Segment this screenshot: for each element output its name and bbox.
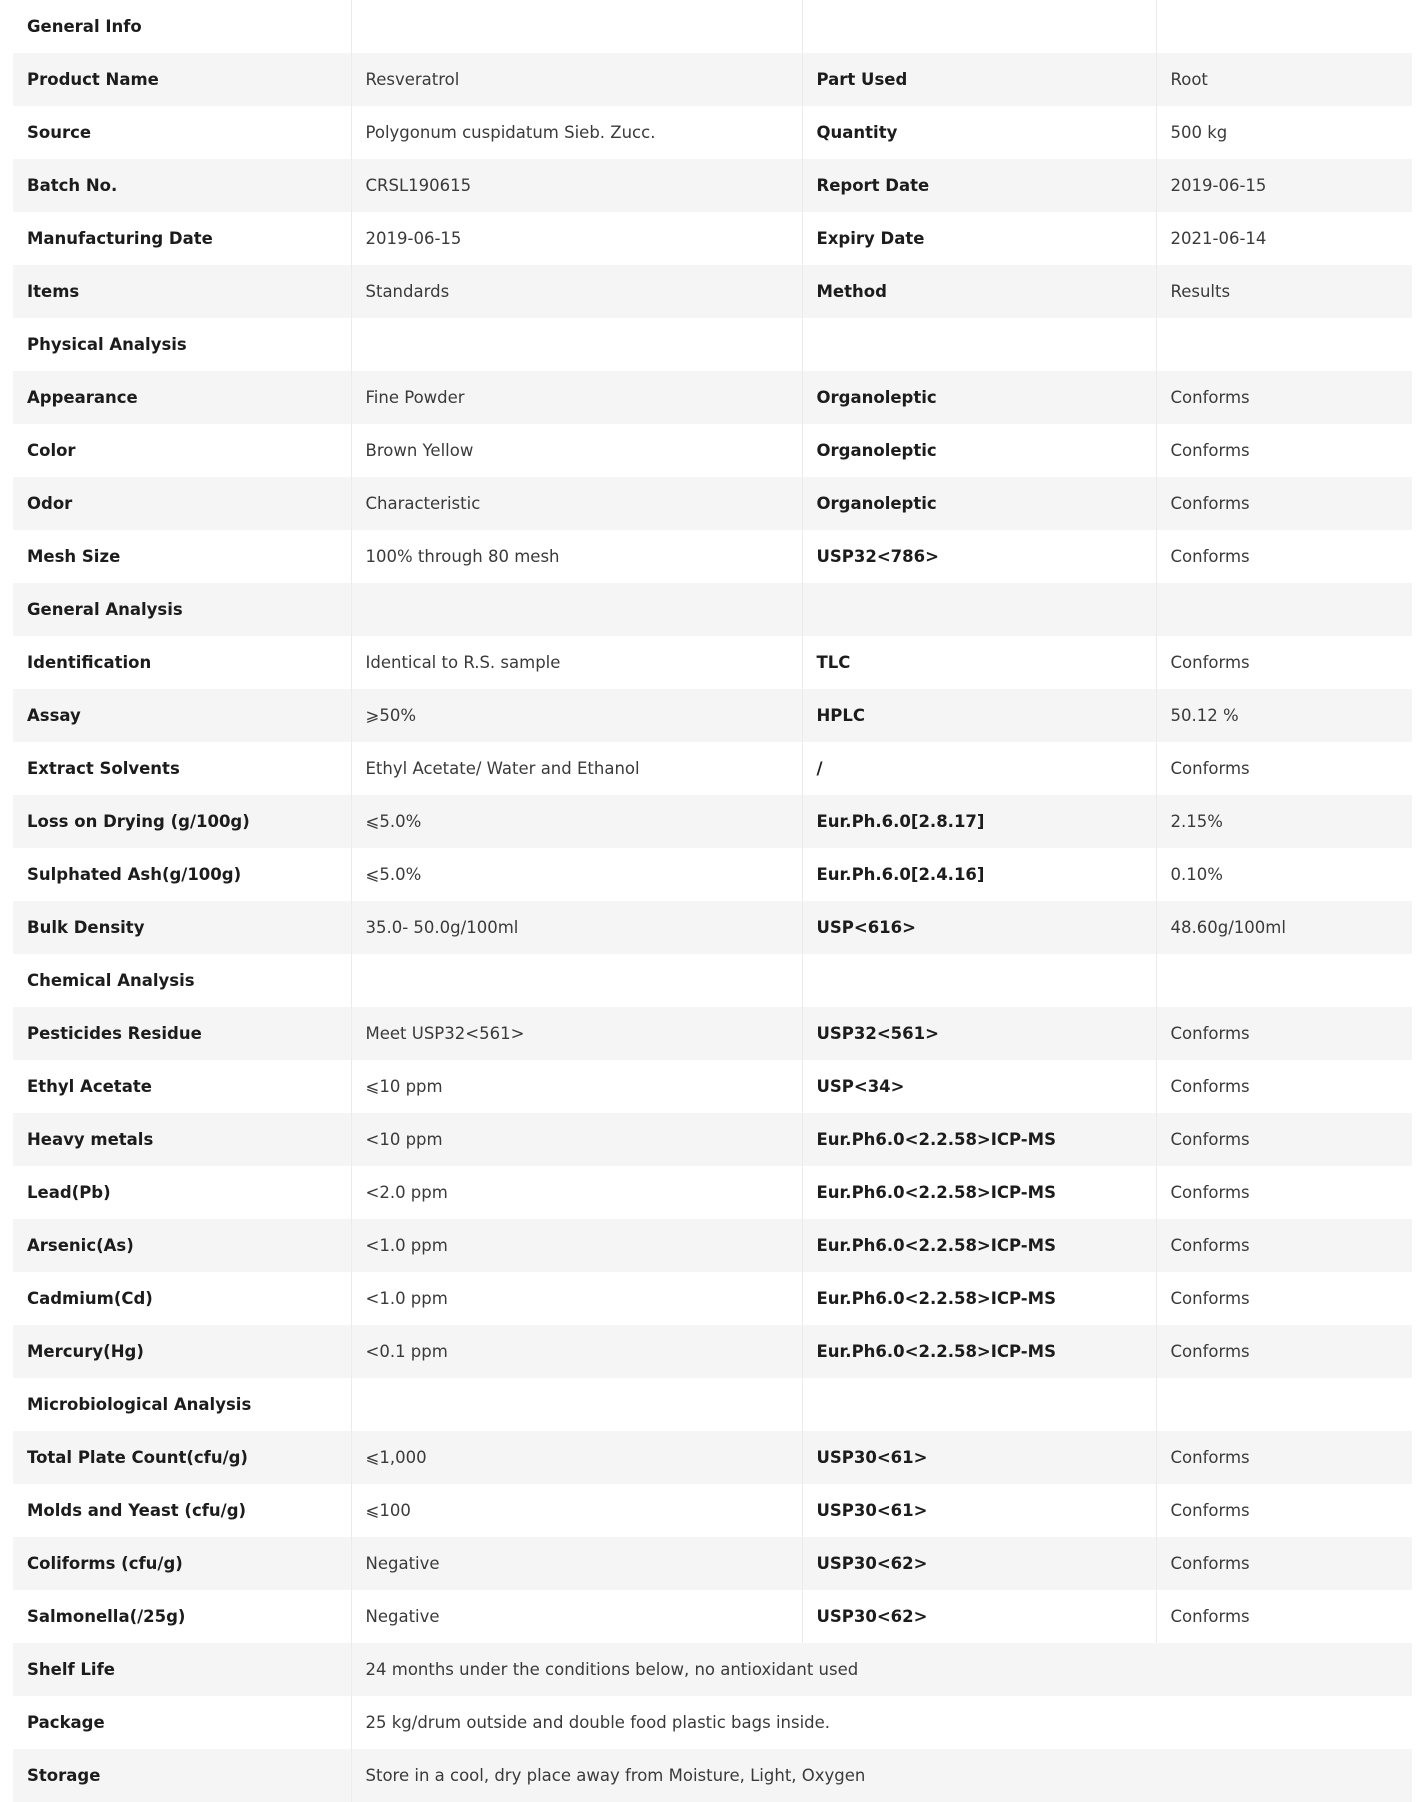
item-method: USP30<61> — [802, 1484, 1156, 1537]
item-standard: 2019-06-15 — [351, 212, 802, 265]
table-row — [13, 636, 1412, 689]
item-result: Conforms — [1156, 424, 1412, 477]
item-label: Source — [27, 123, 92, 142]
empty-cell — [802, 0, 1156, 53]
item-standard: 100% through 80 mesh — [351, 530, 802, 583]
item-result: Root — [1156, 53, 1412, 106]
item-result: 2.15% — [1156, 795, 1412, 848]
item-label: Color — [27, 441, 76, 460]
item-label: Arsenic(As) — [27, 1236, 134, 1255]
item-label: Assay — [27, 706, 81, 725]
item-standard: Polygonum cuspidatum Sieb. Zucc. — [351, 106, 802, 159]
section-title: General Info — [27, 17, 142, 36]
table-row — [13, 1537, 1412, 1590]
table-row-wide — [13, 1696, 1412, 1749]
empty-cell — [802, 583, 1156, 636]
item-result: 0.10% — [1156, 848, 1412, 901]
item-method: USP30<62> — [802, 1537, 1156, 1590]
item-label: Lead(Pb) — [27, 1183, 111, 1202]
table-row — [13, 1484, 1412, 1537]
item-method: USP30<62> — [802, 1590, 1156, 1643]
item-standard: <2.0 ppm — [351, 1166, 802, 1219]
empty-cell — [351, 583, 802, 636]
item-label: Odor — [27, 494, 73, 513]
item-standard: ⩽5.0% — [351, 848, 802, 901]
table-row — [13, 1325, 1412, 1378]
table-row — [13, 742, 1412, 795]
table-row — [13, 689, 1412, 742]
item-standard: Standards — [351, 265, 802, 318]
section-title: Chemical Analysis — [27, 971, 195, 990]
item-result: Conforms — [1156, 1431, 1412, 1484]
item-label: Mesh Size — [27, 547, 121, 566]
item-method: Organoleptic — [802, 371, 1156, 424]
item-label: Product Name — [27, 70, 159, 89]
empty-cell — [351, 1378, 802, 1431]
item-standard: <1.0 ppm — [351, 1219, 802, 1272]
item-value: Store in a cool, dry place away from Moisture, Light, Oxygen — [351, 1749, 1412, 1802]
table-row — [13, 1166, 1412, 1219]
item-result: Conforms — [1156, 530, 1412, 583]
specification-table-body — [13, 0, 1412, 1802]
empty-cell — [351, 318, 802, 371]
table-row — [13, 1431, 1412, 1484]
table-row-wide — [13, 1749, 1412, 1802]
item-result: Conforms — [1156, 477, 1412, 530]
item-result: Conforms — [1156, 1060, 1412, 1113]
item-standard: ⩾50% — [351, 689, 802, 742]
section-title: Physical Analysis — [27, 335, 187, 354]
item-standard: Characteristic — [351, 477, 802, 530]
item-method: Eur.Ph.6.0[2.4.16] — [802, 848, 1156, 901]
table-row — [13, 265, 1412, 318]
table-row — [13, 159, 1412, 212]
item-standard: ⩽1,000 — [351, 1431, 802, 1484]
item-result: Conforms — [1156, 371, 1412, 424]
item-method: Organoleptic — [802, 424, 1156, 477]
item-label: Cadmium(Cd) — [27, 1289, 153, 1308]
item-method: Eur.Ph6.0<2.2.58>ICP-MS — [802, 1272, 1156, 1325]
item-method: Quantity — [802, 106, 1156, 159]
item-label: Loss on Drying (g/100g) — [27, 812, 250, 831]
item-standard: <1.0 ppm — [351, 1272, 802, 1325]
item-result: Conforms — [1156, 1166, 1412, 1219]
item-label: Appearance — [27, 388, 138, 407]
table-row — [13, 1219, 1412, 1272]
item-result: Conforms — [1156, 1537, 1412, 1590]
table-row — [13, 1060, 1412, 1113]
item-method: Organoleptic — [802, 477, 1156, 530]
section-title: Microbiological Analysis — [27, 1395, 252, 1414]
item-label: Pesticides Residue — [27, 1024, 202, 1043]
table-row — [13, 530, 1412, 583]
item-label: Storage — [27, 1766, 101, 1785]
item-standard: <10 ppm — [351, 1113, 802, 1166]
empty-cell — [802, 954, 1156, 1007]
item-standard: Identical to R.S. sample — [351, 636, 802, 689]
item-method: USP32<561> — [802, 1007, 1156, 1060]
item-label: Coliforms (cfu/g) — [27, 1554, 183, 1573]
item-method: USP32<786> — [802, 530, 1156, 583]
item-method: USP<616> — [802, 901, 1156, 954]
item-standard: 35.0- 50.0g/100ml — [351, 901, 802, 954]
item-standard: Negative — [351, 1537, 802, 1590]
table-row — [13, 901, 1412, 954]
item-result: 2021-06-14 — [1156, 212, 1412, 265]
table-row — [13, 371, 1412, 424]
section-header-row — [13, 954, 1412, 1007]
empty-cell — [802, 318, 1156, 371]
item-method: Expiry Date — [802, 212, 1156, 265]
item-label: Total Plate Count(cfu/g) — [27, 1448, 248, 1467]
item-standard: Ethyl Acetate/ Water and Ethanol — [351, 742, 802, 795]
item-result: Conforms — [1156, 636, 1412, 689]
item-method: / — [802, 742, 1156, 795]
item-label: Package — [27, 1713, 105, 1732]
item-result: 2019-06-15 — [1156, 159, 1412, 212]
item-method: USP<34> — [802, 1060, 1156, 1113]
item-label: Sulphated Ash(g/100g) — [27, 865, 242, 884]
item-method: Eur.Ph.6.0[2.8.17] — [802, 795, 1156, 848]
section-header-row — [13, 0, 1412, 53]
item-method: Eur.Ph6.0<2.2.58>ICP-MS — [802, 1166, 1156, 1219]
item-result: Conforms — [1156, 742, 1412, 795]
item-standard: ⩽10 ppm — [351, 1060, 802, 1113]
table-row — [13, 1590, 1412, 1643]
item-label: Items — [27, 282, 80, 301]
item-standard: ⩽5.0% — [351, 795, 802, 848]
table-row — [13, 424, 1412, 477]
table-row — [13, 795, 1412, 848]
empty-cell — [1156, 1378, 1412, 1431]
empty-cell — [351, 954, 802, 1007]
item-result: 48.60g/100ml — [1156, 901, 1412, 954]
item-method: Report Date — [802, 159, 1156, 212]
item-result: Conforms — [1156, 1007, 1412, 1060]
table-row-wide — [13, 1643, 1412, 1696]
item-label: Bulk Density — [27, 918, 145, 937]
section-header-row — [13, 583, 1412, 636]
item-result: Conforms — [1156, 1325, 1412, 1378]
item-method: HPLC — [802, 689, 1156, 742]
item-result: Conforms — [1156, 1219, 1412, 1272]
item-method: TLC — [802, 636, 1156, 689]
item-label: Mercury(Hg) — [27, 1342, 144, 1361]
section-header-row — [13, 1378, 1412, 1431]
table-row — [13, 1113, 1412, 1166]
empty-cell — [1156, 583, 1412, 636]
item-label: Molds and Yeast (cfu/g) — [27, 1501, 247, 1520]
table-row — [13, 848, 1412, 901]
table-row — [13, 106, 1412, 159]
item-method: Part Used — [802, 53, 1156, 106]
item-label: Ethyl Acetate — [27, 1077, 152, 1096]
item-result: Conforms — [1156, 1272, 1412, 1325]
item-result: Results — [1156, 265, 1412, 318]
table-row — [13, 53, 1412, 106]
item-standard: <0.1 ppm — [351, 1325, 802, 1378]
item-method: Eur.Ph6.0<2.2.58>ICP-MS — [802, 1219, 1156, 1272]
empty-cell — [351, 0, 802, 53]
item-value: 24 months under the conditions below, no antioxidant used — [351, 1643, 1412, 1696]
section-header-row — [13, 318, 1412, 371]
specification-table — [13, 0, 1412, 1802]
item-standard: CRSL190615 — [351, 159, 802, 212]
empty-cell — [1156, 954, 1412, 1007]
item-method: Eur.Ph6.0<2.2.58>ICP-MS — [802, 1113, 1156, 1166]
item-method: Eur.Ph6.0<2.2.58>ICP-MS — [802, 1325, 1156, 1378]
item-result: 500 kg — [1156, 106, 1412, 159]
item-result: Conforms — [1156, 1484, 1412, 1537]
item-result: Conforms — [1156, 1113, 1412, 1166]
table-row — [13, 1007, 1412, 1060]
item-result: 50.12 % — [1156, 689, 1412, 742]
item-label: Salmonella(/25g) — [27, 1607, 186, 1626]
item-label: Heavy metals — [27, 1130, 154, 1149]
item-standard: Brown Yellow — [351, 424, 802, 477]
item-standard: Meet USP32<561> — [351, 1007, 802, 1060]
table-row — [13, 1272, 1412, 1325]
item-method: USP30<61> — [802, 1431, 1156, 1484]
item-standard: Resveratrol — [351, 53, 802, 106]
item-label: Shelf Life — [27, 1660, 115, 1679]
item-label: Manufacturing Date — [27, 229, 213, 248]
item-value: 25 kg/drum outside and double food plastic bags inside. — [351, 1696, 1412, 1749]
empty-cell — [1156, 318, 1412, 371]
empty-cell — [802, 1378, 1156, 1431]
item-label: Extract Solvents — [27, 759, 180, 778]
table-row — [13, 212, 1412, 265]
section-title: General Analysis — [27, 600, 183, 619]
item-result: Conforms — [1156, 1590, 1412, 1643]
item-label: Batch No. — [27, 176, 118, 195]
item-method: Method — [802, 265, 1156, 318]
item-label: Identification — [27, 653, 152, 672]
empty-cell — [1156, 0, 1412, 53]
item-standard: ⩽100 — [351, 1484, 802, 1537]
item-standard: Negative — [351, 1590, 802, 1643]
table-row — [13, 477, 1412, 530]
item-standard: Fine Powder — [351, 371, 802, 424]
